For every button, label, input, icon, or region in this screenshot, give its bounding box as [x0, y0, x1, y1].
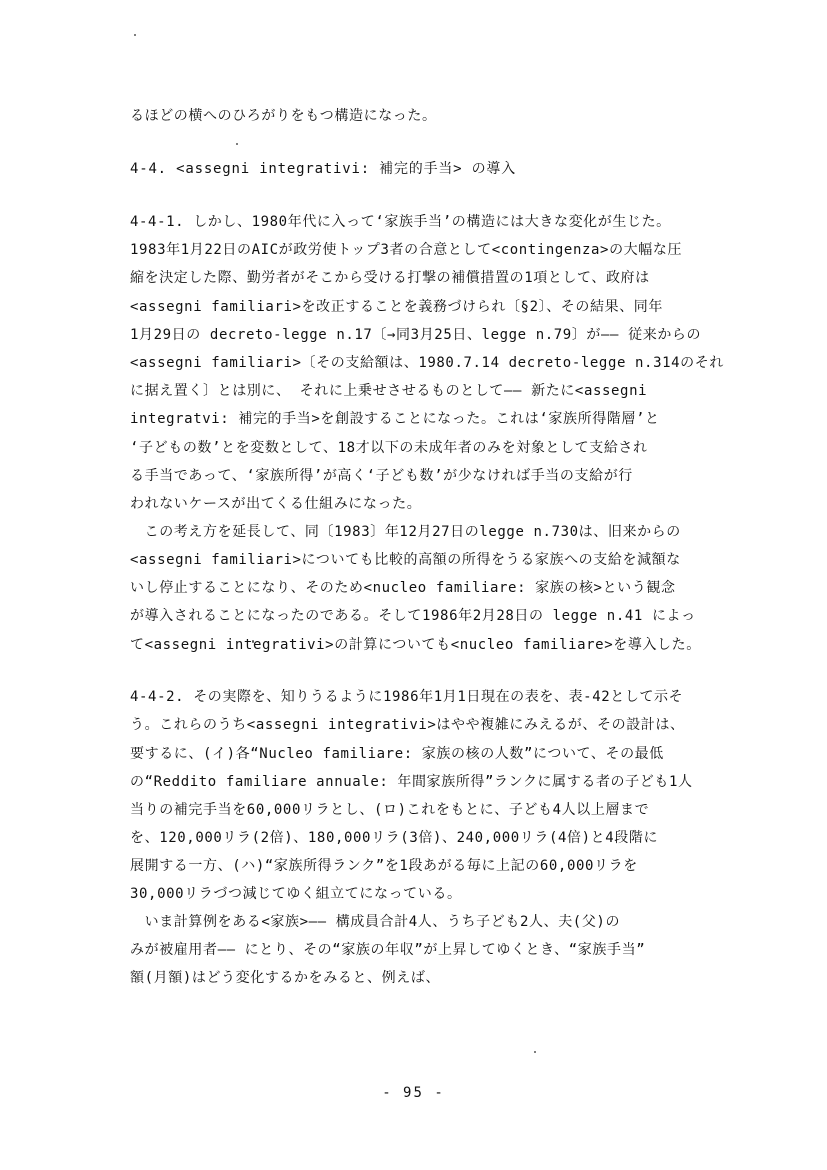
body-text-line: ‘子どもの数’とを変数として、18才以下の未成年者のみを対象として支給され: [130, 440, 648, 456]
body-text-line: <assegni familiari>についても比較的高額の所得をうる家族への支給を減額な: [130, 552, 681, 568]
body-text-line: <assegni familiari>〔その支給額は、1980.7.14 decreto-legge n.314のそれ: [130, 355, 724, 371]
scan-speck: [534, 1051, 536, 1053]
body-text-line: るほどの横へのひろがりをもつ構造になった。: [130, 108, 437, 124]
body-text-line: 縮を決定した際、勤労者がそこから受ける打撃の補償措置の1項として、政府は: [130, 270, 650, 286]
body-text-line: 1983年1月22日のAICが政労使トップ3者の合意として<contingenza>の大幅な圧: [130, 242, 683, 258]
body-text-line: われないケースが出てくる仕組みになった。: [130, 496, 422, 512]
body-text-line: 30,000リラづつ減じてゆく組立てになっている。: [130, 886, 462, 902]
body-text-line: が導入されることになったのである。そして1986年2月28日の legge n.41 によっ: [130, 608, 696, 624]
body-text-line: integratvi: 補完的手当>を創設することになった。これは‘家族所得階層’と: [130, 411, 660, 427]
body-text-line: に据え置く〕とは別に、 それに上乗せさせるものとして—— 新たに<assegni: [130, 383, 648, 399]
body-text-line: る手当であって、‘家族所得’が高く‘子ども数’が少なければ手当の支給が行: [130, 468, 633, 484]
body-text-line: みが被雇用者—— にとり、その“家族の年収”が上昇してゆくとき、“家族手当”: [130, 942, 646, 958]
body-text-line: 1月29日の decreto-legge n.17〔→同3月25日、legge n.79〕が—— 従来からの: [130, 327, 702, 343]
body-text-line: 展開する一方、(ハ)“家族所得ランク”を1段あがる毎に上記の60,000リラを: [130, 858, 638, 874]
body-text-line: を、120,000リラ(2倍)、180,000リラ(3倍)、240,000リラ(4倍)と4段階に: [130, 830, 659, 846]
body-text-line: の“Reddito familiare annuale: 年間家族所得”ランクに属する者の子ども1人: [130, 774, 693, 790]
body-text-line: 4-4-1. しかし、1980年代に入って‘家族手当’の構造には大きな変化が生じた。: [130, 214, 671, 230]
body-text-line: 当りの補完手当を60,000リラとし、(ロ)これをもとに、子ども4人以上層まで: [130, 802, 650, 818]
body-text-line: いま計算例をある<家族>—— 構成員合計4人、うち子ども2人、夫(父)の: [130, 914, 621, 930]
page-number: - 95 -: [382, 1085, 445, 1101]
body-text-line: う。これらのうち<assegni integrativi>はやや複雑にみえるが、その設計は、: [130, 717, 685, 733]
body-text-line: 額(月額)はどう変化するかをみると、例えば、: [130, 970, 441, 986]
section-heading: 4-4. <assegni integrativi: 補完的手当> の導入: [130, 161, 517, 177]
body-text-line: <assegni familiari>を改正することを義務づけられ〔§2〕、その結果、同年: [130, 299, 664, 315]
body-text-line: いし停止することになり、そのため<nucleo familiare: 家族の核>という観念: [130, 580, 676, 596]
scan-speck: [236, 143, 238, 145]
scan-speck: [134, 34, 136, 36]
body-text-line: 要するに、(イ)各“Nucleo familiare: 家族の核の人数”について、その最低: [130, 746, 664, 762]
body-text-line: この考え方を延長して、同〔1983〕年12月27日のlegge n.730は、旧来からの: [130, 524, 681, 540]
body-text-line: て<assegni integrativi>の計算についても<nucleo familiare>を導入した。: [130, 637, 701, 653]
body-text-line: 4-4-2. その実際を、知りうるように1986年1月1日現在の表を、表-42として示そ: [130, 689, 684, 705]
